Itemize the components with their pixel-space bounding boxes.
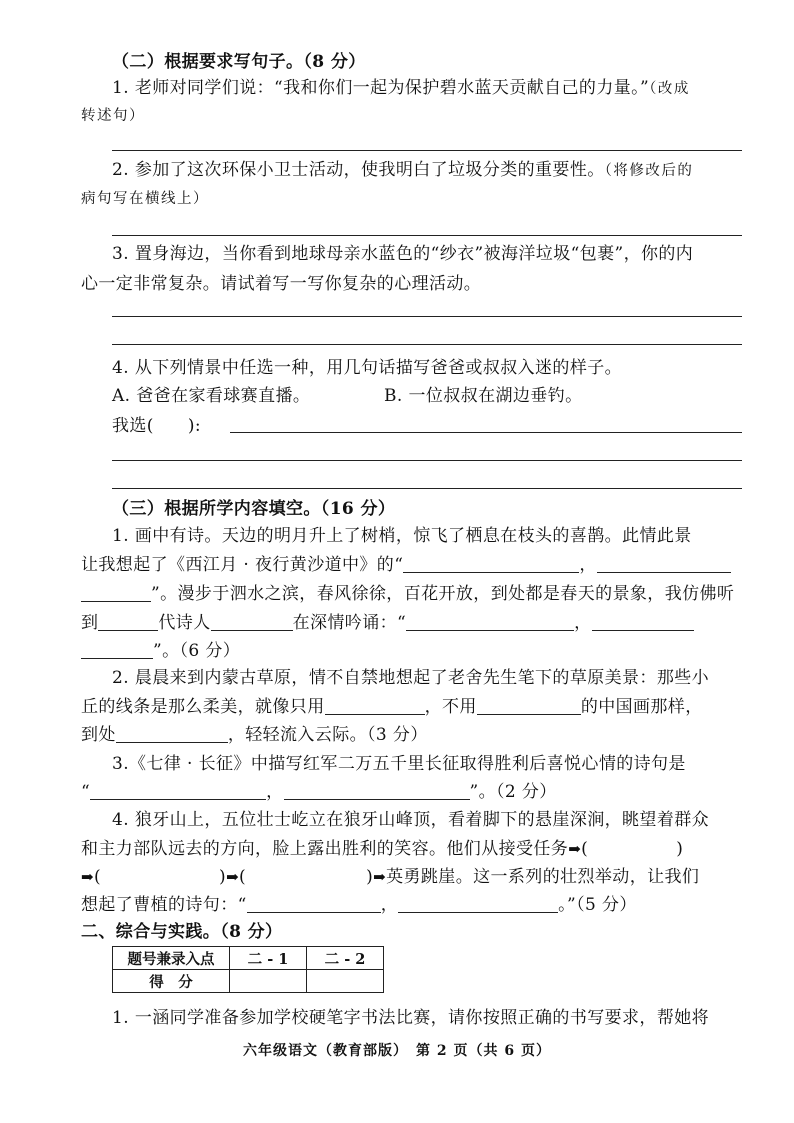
blank[interactable] <box>406 612 574 631</box>
answer-line[interactable] <box>112 150 742 151</box>
blank[interactable] <box>211 612 293 631</box>
part-2-heading: 二、综合与实践。（8 分） <box>81 922 283 942</box>
q2-3-text-cont: 心一定非常复杂。请试着写一写你复杂的心理活动。 <box>81 274 482 294</box>
q3-4-text-3: ➡( )➡( )➡英勇跳崖。这一系列的壮烈举动，让我们 <box>81 867 700 887</box>
section-3-heading: （三）根据所学内容填空。（16 分） <box>112 499 396 519</box>
answer-line[interactable] <box>112 344 742 345</box>
q2-2-text: 2. 参加了这次环保小卫士活动，使我明白了垃圾分类的重要性。（将修改后的 <box>112 160 694 180</box>
score-table-header: 题号兼录入点 <box>113 947 230 970</box>
right-arrow-icon: ➡ <box>568 840 582 858</box>
q2-4-option-a: A. 爸爸在家看球赛直播。 <box>112 386 311 406</box>
choice-slot[interactable] <box>154 416 188 434</box>
q3-1-text-4: 到 代诗人 在深情吟诵：“ ， <box>81 611 694 635</box>
q2-3-text: 3. 置身海边，当你看到地球母亲水蓝色的“纱衣”被海洋垃圾“包裹”，你的内 <box>112 244 694 264</box>
q3-2-text-2: 丘的线条是那么柔美，就像只用 ，不用 的中国画那样， <box>81 697 703 717</box>
q3-1-text-5: ”。（6 分） <box>81 639 240 663</box>
right-arrow-icon: ➡ <box>373 868 387 886</box>
q3-4-text-4: 想起了曹植的诗句：“ ， 。”（5 分） <box>81 895 637 915</box>
section-2-heading: （二）根据要求写句子。（8 分） <box>112 52 366 72</box>
page-footer: 六年级语文（教育部版） 第 2 页（共 6 页） <box>243 1043 551 1059</box>
score-table <box>112 946 384 993</box>
q2-1-text: 1. 老师对同学们说：“我和你们一起为保护碧水蓝天贡献自己的力量。”（改成 <box>112 78 690 98</box>
q3-2-text-3: 到处 ，轻轻流入云际。（3 分） <box>81 725 428 745</box>
blank[interactable] <box>592 612 694 631</box>
q2-4-option-b: B. 一位叔叔在湖边垂钓。 <box>384 386 583 406</box>
answer-line[interactable] <box>112 316 742 317</box>
part-2-q1-text: 1. 一涵同学准备参加学校硬笔字书法比赛，请你按照正确的书写要求，帮她将 <box>112 1008 710 1028</box>
right-arrow-icon: ➡ <box>81 868 94 886</box>
q3-1-text: 1. 画中有诗。天边的明月升上了树梢，惊飞了栖息在枝头的喜鹊。此情此景 <box>112 526 692 546</box>
answer-line[interactable] <box>112 460 742 461</box>
blank[interactable] <box>403 554 579 573</box>
q2-4-text: 4. 从下列情景中任选一种，用几句话描写爸爸或叔叔入迷的样子。 <box>112 358 623 378</box>
q3-1-text-3: ”。漫步于泗水之滨，春风徐徐，百花开放，到处都是春天的景象，我仿佛听 <box>81 582 734 606</box>
blank[interactable] <box>398 894 558 913</box>
q3-3-text: 3.《七律 · 长征》中描写红军二万五千里长征取得胜利后喜悦心情的诗句是 <box>112 754 686 774</box>
q3-2-text: 2. 晨晨来到内蒙古草原，情不自禁地想起了老舍先生笔下的草原美景：那些小 <box>112 668 710 688</box>
q2-4-choice: 我选( ): <box>112 416 202 436</box>
blank[interactable] <box>116 724 228 743</box>
q2-1-text-cont: 转述句） <box>81 108 145 124</box>
blank[interactable] <box>325 696 425 715</box>
answer-line[interactable] <box>112 235 742 236</box>
blank[interactable] <box>81 583 151 602</box>
q3-3-text-2: “ ， ”。（2 分） <box>81 782 557 802</box>
score-row-label: 得 分 <box>113 970 230 993</box>
score-cell[interactable] <box>307 970 384 993</box>
q2-2-text-cont: 病句写在横线上） <box>81 191 209 207</box>
blank[interactable] <box>247 894 381 913</box>
blank[interactable] <box>284 781 470 800</box>
blank[interactable] <box>98 612 158 631</box>
score-table-header: 二 - 2 <box>307 947 384 970</box>
blank[interactable] <box>90 781 266 800</box>
q3-1-text-2: 让我想起了《西江月 · 夜行黄沙道中》的“ ， <box>81 553 731 577</box>
answer-line[interactable] <box>112 488 742 489</box>
score-cell[interactable] <box>230 970 307 993</box>
blank[interactable] <box>81 640 153 659</box>
blank[interactable] <box>597 554 731 573</box>
q3-4-text-2: 和主力部队远去的方向，脸上露出胜利的笑容。他们从接受任务➡( ) <box>81 839 684 859</box>
score-table-header: 二 - 1 <box>230 947 307 970</box>
blank[interactable] <box>477 696 581 715</box>
right-arrow-icon: ➡ <box>226 868 240 886</box>
q3-4-text: 4. 狼牙山上，五位壮士屹立在狼牙山峰顶，看着脚下的悬崖深涧，眺望着群众 <box>112 810 710 830</box>
answer-line[interactable] <box>230 432 742 433</box>
